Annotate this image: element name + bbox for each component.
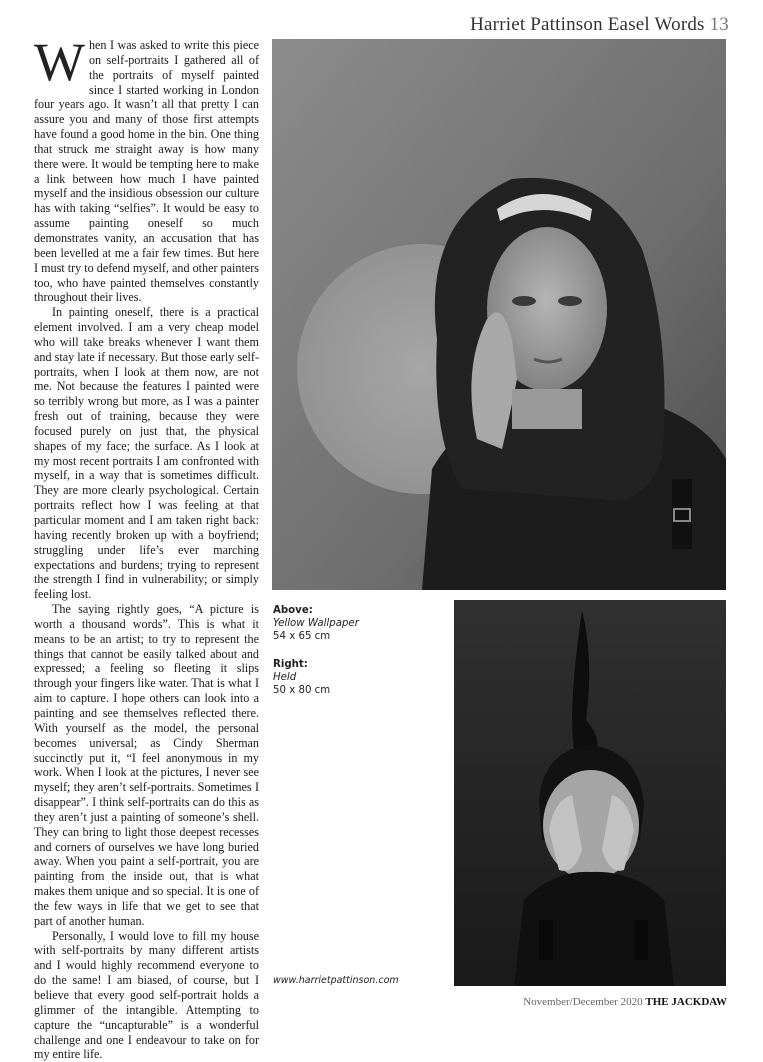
page-footer	[523, 996, 727, 1008]
page-number: 13	[709, 14, 729, 35]
header-title: Harriet Pattinson Easel Words	[470, 14, 705, 35]
paragraph-1	[34, 32, 259, 305]
caption-right-title: Held	[273, 671, 297, 683]
article-body	[34, 32, 259, 1062]
painting-held	[454, 600, 726, 986]
footer-issue: November/December 2020	[523, 996, 643, 1008]
portrait-illustration-2	[454, 600, 726, 986]
painting-yellow-wallpaper	[272, 39, 726, 590]
paragraph-1-text: hen I was asked to write this piece on self-portraits I gathered all of the portraits of myself painted since I started working in London four years ago. It wasn’t all that pretty I can assure you and many of those first attempts have found a good home in the bin. One thing that struck me straight away is how many there were. It would be tempting here to make a link between how much I have painted myself and the insidious obsession our culture has with taking “selfies”. It would be easy to assume painting oneself so much demonstrates vanity, an accusation that has been levelled at me a fair few times. But here I must try to defend myself, and other painters too, who have painted themselves constantly throughout their lives.	[34, 38, 259, 305]
footer-magazine: THE JACKDAW	[645, 996, 727, 1008]
website-link[interactable]: www.harrietpattinson.com	[273, 975, 399, 986]
portrait-illustration-1	[272, 39, 726, 590]
drop-cap: W	[34, 32, 85, 92]
paragraph-2: In painting oneself, there is a practical element involved. I am a very cheap model who will take breaks whenever I want them and stay late if necessary. But those early self-portraits, when I look at them now, are not me. Not because the features I painted were so terribly wrong but more, as I was a painter fresh out of training, because they were focused purely on just that, the physical shapes of my face; the surface. As I look at my most recent portraits I am confronted with myself, in a way that is sometimes difficult. They are more clearly psychological. Certain portraits reflect how I was feeling at that particular moment and I am taken right back: having recently broken up with a boyfriend; struggling under life’s ever marching expectations and burdens; trying to represent the strength I find in vulnerability; or simply feeling lost.	[34, 305, 259, 602]
caption-right-dimensions: 50 x 80 cm	[273, 685, 331, 697]
page-header	[470, 14, 729, 36]
caption-right-label: Right:	[273, 658, 308, 670]
image-captions	[273, 604, 443, 697]
paragraph-3: The saying rightly goes, “A picture is worth a thousand words”. This is what it means to be an artist; to try to represent the things that cannot be easily talked about and expressed; a feeling so fleeting it slips through your fingers like water. That is what I aim to capture. I hope others can look into a painting and see themselves reflected there. With yourself as the model, the personal becomes universal; as Cindy Sherman succinctly put it, “I feel anonymous in my work. When I look at the pictures, I never see myself; they aren’t self-portraits. Sometimes I disappear”. I think self-portraits can do this as they aren’t just a painting of someone’s shell. They can bring to light those deepest recesses and corners of ourselves we have long buried away. When you paint a self-portrait, you are painting from the inside out, that is what makes them unique and so special. It is one of the few ways in life that we get to see that part of another human.	[34, 602, 259, 928]
caption-above-title: Yellow Wallpaper	[273, 618, 359, 630]
paragraph-4: Personally, I would love to fill my house with self-portraits by many different artists and I would highly recommend everyone to do the same! I am biased, of course, but I believe that every good self-portrait holds a glimmer of the intangible. Attempting to capture the “uncapturable” is a wonderful challenge and one I endeavour to take on for my entire life.	[34, 928, 259, 1062]
caption-above-dimensions: 54 x 65 cm	[273, 631, 331, 643]
caption-above-label: Above:	[273, 605, 313, 616]
